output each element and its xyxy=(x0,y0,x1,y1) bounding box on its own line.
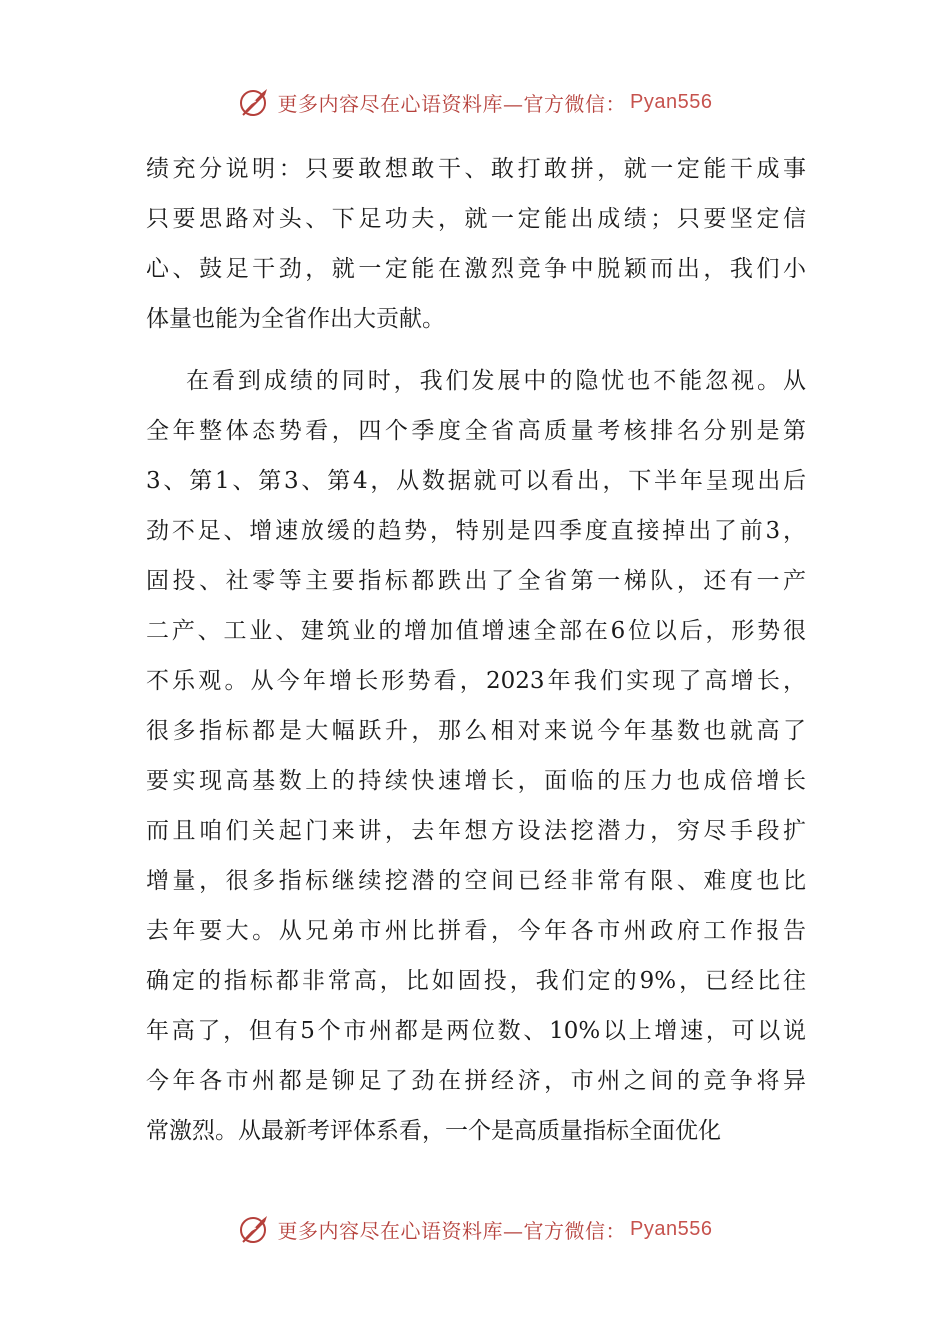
text-line: 不乐观。从今年增长形势看，2023年我们实现了高增长， xyxy=(146,668,806,694)
text-line: 而且咱们关起门来讲，去年想方设法挖潜力，穷尽手段扩 xyxy=(146,818,806,844)
paragraph-1 xyxy=(146,144,806,344)
paragraph-2 xyxy=(146,356,806,1156)
text-line: 确定的指标都非常高，比如固投，我们定的9%，已经比往 xyxy=(146,968,806,994)
header-wechat-id: Pyan556 xyxy=(630,90,713,113)
footer-banner-text: 更多内容尽在心语资料库—官方微信： xyxy=(277,1218,627,1243)
paragraph-gap xyxy=(146,344,806,356)
text-line: 要实现高基数上的持续快速增长，面临的压力也成倍增长 xyxy=(146,768,806,794)
text-line: 劲不足、增速放缓的趋势，特别是四季度直接掉出了前3， xyxy=(146,518,806,544)
text-line: 固投、社零等主要指标都跌出了全省第一梯队，还有一产 xyxy=(146,568,806,594)
text-line: 3、第1、第3、第4，从数据就可以看出，下半年呈现出后 xyxy=(146,468,806,494)
text-line: 常激烈。从最新考评体系看，一个是高质量指标全面优化 xyxy=(146,1118,721,1144)
text-line: 二产、工业、建筑业的增加值增速全部在6位以后，形势很 xyxy=(146,618,806,644)
header-banner-text: 更多内容尽在心语资料库—官方微信： xyxy=(277,91,627,116)
text-line: 只要思路对头、下足功夫，就一定能出成绩；只要坚定信 xyxy=(146,206,806,232)
text-line: 绩充分说明：只要敢想敢干、敢打敢拼，就一定能干成事 xyxy=(146,156,806,182)
text-line: 全年整体态势看，四个季度全省高质量考核排名分别是第 xyxy=(146,418,806,444)
text-line: 很多指标都是大幅跃升，那么相对来说今年基数也就高了 xyxy=(146,718,806,744)
text-line: 心、鼓足干劲，就一定能在激烈竞争中脱颖而出，我们小 xyxy=(146,256,806,282)
text-line: 增量，很多指标继续挖潜的空间已经非常有限、难度也比 xyxy=(146,868,806,894)
text-line: 在看到成绩的同时，我们发展中的隐忧也不能忽视。从 xyxy=(186,368,806,394)
header-banner xyxy=(0,82,950,122)
text-line: 年高了，但有5个市州都是两位数、10%以上增速，可以说 xyxy=(146,1018,806,1044)
text-line: 去年要大。从兄弟市州比拼看，今年各市州政府工作报告 xyxy=(146,918,806,944)
text-line: 今年各市州都是铆足了劲在拼经济，市州之间的竞争将异 xyxy=(146,1068,806,1094)
quill-pen-seal-icon xyxy=(238,85,272,119)
footer-wechat-id: Pyan556 xyxy=(630,1217,713,1240)
body-text xyxy=(146,144,806,1156)
text-line: 体量也能为全省作出大贡献。 xyxy=(146,306,445,332)
footer-banner xyxy=(0,1209,950,1249)
quill-pen-seal-icon xyxy=(238,1212,272,1246)
